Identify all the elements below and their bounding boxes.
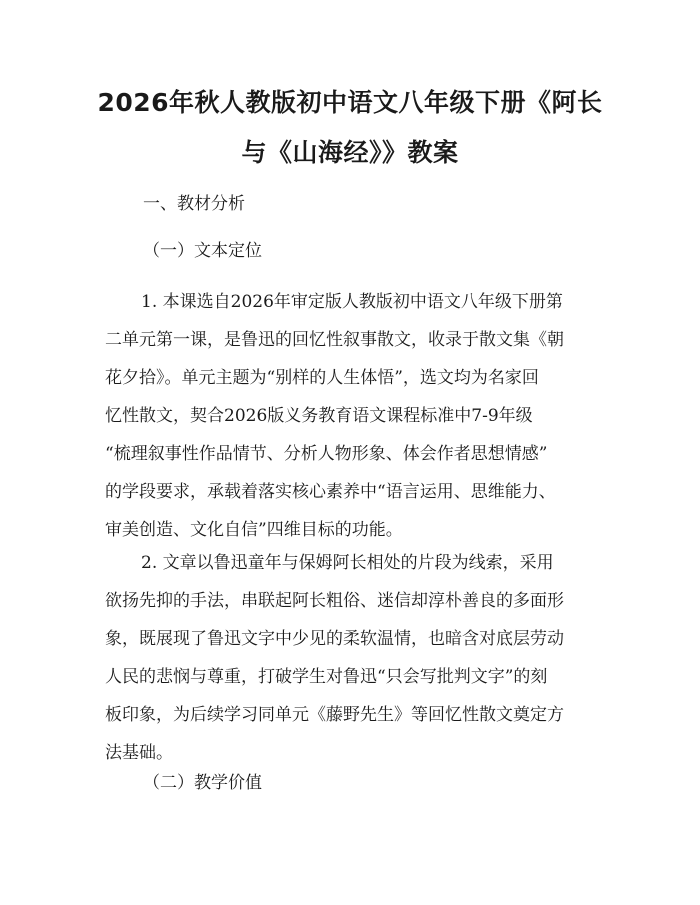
paragraph-1-line: “梳理叙事性作品情节、分析人物形象、体会作者思想情感” — [105, 444, 548, 464]
paragraph-2-line: 2. 文章以鲁迅童年与保姆阿长相处的片段为线索，采用 — [141, 553, 554, 573]
paragraph-2-line: 板印象，为后续学习同单元《藤野先生》等回忆性散文奠定方 — [105, 705, 564, 725]
paragraph-1-line: 的学段要求，承载着落实核心素养中“语言运用、思维能力、 — [105, 482, 556, 502]
paragraph-2-line: 欲扬先抑的手法，串联起阿长粗俗、迷信却淳朴善良的多面形 — [105, 591, 564, 611]
section-heading-teaching-material-analysis: 一、教材分析 — [143, 194, 245, 214]
title-line-1: 2026年秋人教版初中语文八年级下册《阿长 — [97, 88, 603, 117]
paragraph-2-line: 法基础。 — [105, 743, 173, 763]
subsection-heading-teaching-value: （二）教学价值 — [143, 773, 262, 793]
paragraph-2-line: 人民的悲悯与尊重，打破学生对鲁迅“只会写批判文字”的刻 — [105, 667, 548, 687]
document-title — [90, 78, 610, 178]
paragraph-2-line: 象，既展现了鲁迅文字中少见的柔软温情，也暗含对底层劳动 — [105, 629, 564, 649]
subsection-heading-text-positioning: （一）文本定位 — [143, 241, 262, 261]
paragraph-1-line: 审美创造、文化自信”四维目标的功能。 — [105, 520, 403, 540]
paragraph-1-line: 花夕拾》。单元主题为“别样的人生体悟”，选文均为名家回 — [105, 368, 539, 388]
paragraph-1-line: 1. 本课选自2026年审定版人教版初中语文八年级下册第 — [141, 292, 563, 312]
paragraph-1-line: 二单元第一课，是鲁迅的回忆性叙事散文，收录于散文集《朝 — [105, 330, 564, 350]
paragraph-1 — [105, 283, 597, 549]
paragraph-2 — [105, 544, 597, 772]
paragraph-1-line: 忆性散文，契合2026版义务教育语文课程标准中7-9年级 — [105, 406, 533, 426]
title-line-2: 与《山海经》》教案 — [241, 138, 459, 167]
